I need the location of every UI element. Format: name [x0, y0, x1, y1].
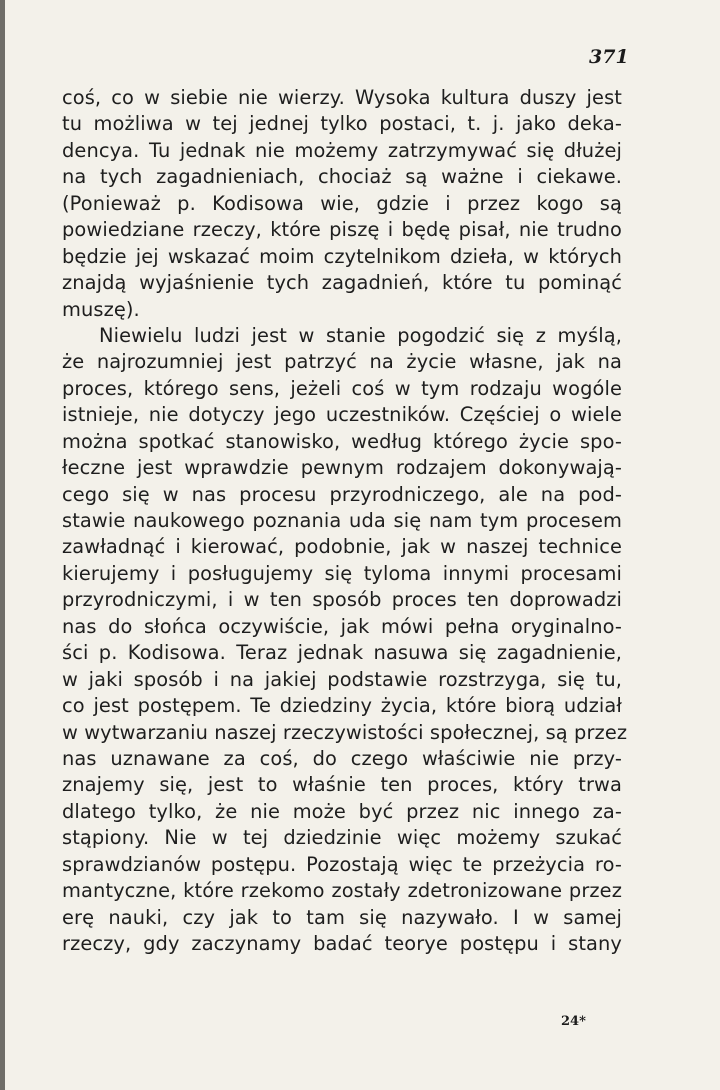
text-line: coś, co w siebie nie wierzy. Wysoka kultura duszy jest	[62, 86, 622, 109]
text-line: dlatego tylko, że nie może być przez nic innego za-	[62, 799, 622, 823]
text-line: cego się w nas procesu przyrodniczego, ale na pod-	[62, 482, 622, 506]
text-line: znajemy się, jest to właśnie ten proces, który trwa	[62, 773, 622, 797]
text-line: łeczne jest wprawdzie pewnym rodzajem dokonywają-	[62, 456, 622, 480]
text-line: stąpiony. Nie w tej dziedzinie więc możemy szukać	[62, 826, 622, 850]
signature-mark: 24*	[561, 1014, 586, 1029]
text-line: tu możliwa w tej jednej tylko postaci, t. j. jako deka-	[62, 112, 622, 136]
text-line: muszę).	[62, 297, 140, 321]
text-line: zawładnąć i kierować, podobnie, jak w naszej technice	[62, 535, 622, 559]
text-line: stawie naukowego poznania uda się nam tym procesem	[62, 509, 622, 532]
text-line: sprawdzianów postępu. Pozostają więc te przeżycia ro-	[62, 852, 622, 876]
text-line: erę nauki, czy jak to tam się nazywało. I w samej	[62, 905, 622, 929]
text-line: powiedziane rzeczy, które piszę i będę pisał, nie trudno	[62, 218, 622, 242]
text-line: istnieje, nie dotyczy jego uczestników. Częściej o wiele	[62, 403, 622, 427]
text-line: można spotkać stanowisko, według którego życie spo-	[62, 429, 622, 453]
page-edge-shadow	[0, 0, 5, 1090]
text-line: że najrozumniej jest patrzyć na życie własne, jak na	[62, 350, 622, 374]
text-line: w wytwarzaniu naszej rzeczywistości społecznej, są przez	[62, 720, 628, 744]
text-line: na tych zagadnieniach, chociaż są ważne i ciekawe.	[62, 165, 622, 189]
text-line: nas do słońca oczywiście, jak mówi pełna oryginalno-	[62, 614, 622, 638]
text-line: mantyczne, które rzekomo zostały zdetronizowane przez	[62, 879, 622, 903]
page-number: 371	[589, 46, 629, 68]
text-line: co jest postępem. Te dziedziny życia, które biorą udział	[62, 694, 622, 718]
text-line: Niewielu ludzi jest w stanie pogodzić się z myślą,	[99, 323, 622, 347]
text-line: rzeczy, gdy zaczynamy badać teorye postępu i stany	[62, 932, 622, 955]
text-line: w jaki sposób i na jakiej podstawie rozstrzyga, się tu,	[62, 667, 622, 691]
text-line: ści p. Kodisowa. Teraz jednak nasuwa się zagadnienie,	[62, 641, 622, 665]
text-line: (Ponieważ p. Kodisowa wie, gdzie i przez kogo są	[62, 191, 622, 215]
text-line: proces, którego sens, jeżeli coś w tym rodzaju wogóle	[62, 376, 622, 400]
text-line: będzie jej wskazać moim czytelnikom dzieła, w których	[62, 244, 622, 268]
text-line: kierujemy i posługujemy się tyloma innymi procesami	[62, 561, 622, 585]
text-line: znajdą wyjaśnienie tych zagadnień, które tu pominąć	[62, 271, 622, 295]
body-text	[62, 85, 628, 957]
text-line: dencya. Tu jednak nie możemy zatrzymywać się dłużej	[62, 138, 622, 162]
text-line: przyrodniczymi, i w ten sposób proces ten doprowadzi	[62, 588, 622, 612]
text-line: nas uznawane za coś, do czego właściwie nie przy-	[62, 746, 622, 770]
